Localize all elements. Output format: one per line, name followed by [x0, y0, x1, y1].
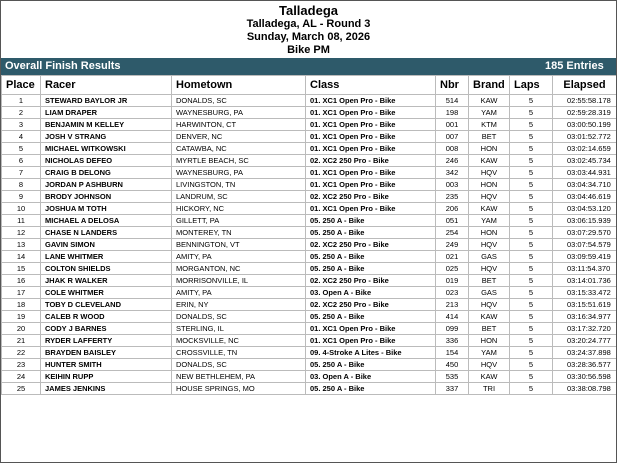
brand-cell: YAM — [469, 107, 510, 119]
nbr-cell: 342 — [436, 167, 469, 179]
racer-cell: COLE WHITMER — [41, 287, 172, 299]
nbr-cell: 535 — [436, 371, 469, 383]
laps-cell: 5 — [510, 263, 553, 275]
elapsed-cell: 03:02:45.734 — [553, 155, 617, 167]
laps-cell: 5 — [510, 155, 553, 167]
brand-cell: HQV — [469, 359, 510, 371]
racer-cell: CODY J BARNES — [41, 323, 172, 335]
brand-cell: YAM — [469, 215, 510, 227]
place-cell: 14 — [2, 251, 41, 263]
col-elapsed[interactable]: Elapsed — [553, 76, 617, 95]
nbr-cell: 235 — [436, 191, 469, 203]
laps-cell: 5 — [510, 275, 553, 287]
place-cell: 20 — [2, 323, 41, 335]
racer-cell: KEIHIN RUPP — [41, 371, 172, 383]
racer-cell: JHAK R WALKER — [41, 275, 172, 287]
table-row[interactable] — [2, 131, 617, 143]
col-nbr[interactable]: Nbr — [436, 76, 469, 95]
nbr-cell: 154 — [436, 347, 469, 359]
elapsed-cell: 03:15:33.472 — [553, 287, 617, 299]
racer-cell: BRAYDEN BAISLEY — [41, 347, 172, 359]
laps-cell: 5 — [510, 323, 553, 335]
hometown-cell: HARWINTON, CT — [172, 119, 306, 131]
brand-cell: BET — [469, 275, 510, 287]
nbr-cell: 019 — [436, 275, 469, 287]
racer-cell: TOBY D CLEVELAND — [41, 299, 172, 311]
table-row[interactable] — [2, 287, 617, 299]
racer-cell: CALEB R WOOD — [41, 311, 172, 323]
class-cell: 05. 250 A - Bike — [306, 251, 436, 263]
hometown-cell: GILLETT, PA — [172, 215, 306, 227]
place-cell: 2 — [2, 107, 41, 119]
event-date: Sunday, March 08, 2026 — [246, 31, 371, 43]
place-cell: 4 — [2, 131, 41, 143]
brand-cell: HQV — [469, 299, 510, 311]
elapsed-cell: 02:59:28.319 — [553, 107, 617, 119]
laps-cell: 5 — [510, 383, 553, 395]
laps-cell: 5 — [510, 191, 553, 203]
brand-cell: GAS — [469, 251, 510, 263]
nbr-cell: 051 — [436, 215, 469, 227]
nbr-cell: 206 — [436, 203, 469, 215]
racer-cell: COLTON SHIELDS — [41, 263, 172, 275]
table-row[interactable] — [2, 335, 617, 347]
laps-cell: 5 — [510, 119, 553, 131]
racer-cell: JOSH V STRANG — [41, 131, 172, 143]
nbr-cell: 254 — [436, 227, 469, 239]
brand-cell: BET — [469, 323, 510, 335]
brand-cell: HON — [469, 143, 510, 155]
table-row[interactable] — [2, 167, 617, 179]
elapsed-cell: 03:20:24.777 — [553, 335, 617, 347]
nbr-cell: 001 — [436, 119, 469, 131]
laps-cell: 5 — [510, 239, 553, 251]
hometown-cell: CATAWBA, NC — [172, 143, 306, 155]
place-cell: 7 — [2, 167, 41, 179]
racer-cell: BENJAMIN M KELLEY — [41, 119, 172, 131]
hometown-cell: MOCKSVILLE, NC — [172, 335, 306, 347]
racer-cell: MICHAEL A DELOSA — [41, 215, 172, 227]
place-cell: 11 — [2, 215, 41, 227]
class-cell: 01. XC1 Open Pro - Bike — [306, 119, 436, 131]
place-cell: 10 — [2, 203, 41, 215]
table-row[interactable] — [2, 311, 617, 323]
brand-cell: HON — [469, 335, 510, 347]
class-cell: 01. XC1 Open Pro - Bike — [306, 107, 436, 119]
place-cell: 12 — [2, 227, 41, 239]
racer-cell: CRAIG B DELONG — [41, 167, 172, 179]
nbr-cell: 003 — [436, 179, 469, 191]
hometown-cell: AMITY, PA — [172, 251, 306, 263]
brand-cell: HQV — [469, 263, 510, 275]
results-bar — [1, 58, 616, 75]
brand-cell: HQV — [469, 191, 510, 203]
laps-cell: 5 — [510, 107, 553, 119]
place-cell: 9 — [2, 191, 41, 203]
racer-cell: HUNTER SMITH — [41, 359, 172, 371]
table-row[interactable] — [2, 107, 617, 119]
elapsed-cell: 03:14:01.736 — [553, 275, 617, 287]
class-cell: 02. XC2 250 Pro - Bike — [306, 299, 436, 311]
nbr-cell: 198 — [436, 107, 469, 119]
elapsed-cell: 03:03:44.931 — [553, 167, 617, 179]
brand-cell: GAS — [469, 287, 510, 299]
hometown-cell: WAYNESBURG, PA — [172, 167, 306, 179]
place-cell: 13 — [2, 239, 41, 251]
racer-cell: MICHAEL WITKOWSKI — [41, 143, 172, 155]
table-row[interactable] — [2, 191, 617, 203]
laps-cell: 5 — [510, 335, 553, 347]
elapsed-cell: 03:04:34.710 — [553, 179, 617, 191]
table-row[interactable] — [2, 347, 617, 359]
class-cell: 05. 250 A - Bike — [306, 263, 436, 275]
hometown-cell: MORGANTON, NC — [172, 263, 306, 275]
racer-cell: NICHOLAS DEFEO — [41, 155, 172, 167]
table-row[interactable] — [2, 179, 617, 191]
hometown-cell: HOUSE SPRINGS, MO — [172, 383, 306, 395]
class-cell: 01. XC1 Open Pro - Bike — [306, 167, 436, 179]
racer-cell: JAMES JENKINS — [41, 383, 172, 395]
nbr-cell: 246 — [436, 155, 469, 167]
brand-cell: KTM — [469, 119, 510, 131]
col-brand[interactable]: Brand — [469, 76, 510, 95]
laps-cell: 5 — [510, 215, 553, 227]
laps-cell: 5 — [510, 287, 553, 299]
table-row[interactable] — [2, 275, 617, 287]
brand-cell: KAW — [469, 371, 510, 383]
elapsed-cell: 03:38:08.798 — [553, 383, 617, 395]
brand-cell: KAW — [469, 311, 510, 323]
table-row[interactable] — [2, 359, 617, 371]
laps-cell: 5 — [510, 95, 553, 107]
table-row[interactable] — [2, 119, 617, 131]
hometown-cell: DONALDS, SC — [172, 311, 306, 323]
class-cell: 05. 250 A - Bike — [306, 383, 436, 395]
laps-cell: 5 — [510, 299, 553, 311]
table-row[interactable] — [2, 215, 617, 227]
table-row[interactable] — [2, 263, 617, 275]
table-row[interactable] — [2, 143, 617, 155]
nbr-cell: 025 — [436, 263, 469, 275]
event-title: Talladega — [278, 3, 338, 18]
racer-cell: CHASE N LANDERS — [41, 227, 172, 239]
col-hometown[interactable]: Hometown — [172, 76, 306, 95]
nbr-cell: 023 — [436, 287, 469, 299]
nbr-cell: 021 — [436, 251, 469, 263]
elapsed-cell: 03:06:15.939 — [553, 215, 617, 227]
hometown-cell: MYRTLE BEACH, SC — [172, 155, 306, 167]
class-cell: 05. 250 A - Bike — [306, 215, 436, 227]
elapsed-cell: 03:04:46.619 — [553, 191, 617, 203]
nbr-cell: 450 — [436, 359, 469, 371]
results-header — [1, 1, 616, 58]
racer-cell: BRODY JOHNSON — [41, 191, 172, 203]
brand-cell: KAW — [469, 95, 510, 107]
nbr-cell: 099 — [436, 323, 469, 335]
table-row[interactable] — [2, 227, 617, 239]
col-racer[interactable]: Racer — [41, 76, 172, 95]
col-place[interactable]: Place — [2, 76, 41, 95]
nbr-cell: 336 — [436, 335, 469, 347]
col-class[interactable]: Class — [306, 76, 436, 95]
table-row[interactable] — [2, 251, 617, 263]
event-session: Bike PM — [287, 44, 330, 56]
elapsed-cell: 03:30:56.598 — [553, 371, 617, 383]
class-cell: 05. 250 A - Bike — [306, 359, 436, 371]
hometown-cell: HICKORY, NC — [172, 203, 306, 215]
elapsed-cell: 03:07:29.570 — [553, 227, 617, 239]
hometown-cell: DENVER, NC — [172, 131, 306, 143]
hometown-cell: WAYNESBURG, PA — [172, 107, 306, 119]
hometown-cell: NEW BETHLEHEM, PA — [172, 371, 306, 383]
racer-cell: GAVIN SIMON — [41, 239, 172, 251]
results-label: Overall Finish Results — [5, 60, 121, 72]
table-row[interactable] — [2, 323, 617, 335]
hometown-cell: AMITY, PA — [172, 287, 306, 299]
racer-cell: RYDER LAFFERTY — [41, 335, 172, 347]
laps-cell: 5 — [510, 371, 553, 383]
elapsed-cell: 03:04:53.120 — [553, 203, 617, 215]
elapsed-cell: 03:24:37.898 — [553, 347, 617, 359]
class-cell: 02. XC2 250 Pro - Bike — [306, 239, 436, 251]
place-cell: 1 — [2, 95, 41, 107]
place-cell: 16 — [2, 275, 41, 287]
elapsed-cell: 03:02:14.659 — [553, 143, 617, 155]
elapsed-cell: 03:16:34.977 — [553, 311, 617, 323]
nbr-cell: 213 — [436, 299, 469, 311]
brand-cell: HQV — [469, 167, 510, 179]
place-cell: 21 — [2, 335, 41, 347]
racer-cell: STEWARD BAYLOR JR — [41, 95, 172, 107]
elapsed-cell: 03:01:52.772 — [553, 131, 617, 143]
brand-cell: KAW — [469, 155, 510, 167]
event-subtitle: Talladega, AL - Round 3 — [246, 18, 371, 30]
elapsed-cell: 03:07:54.579 — [553, 239, 617, 251]
class-cell: 02. XC2 250 Pro - Bike — [306, 275, 436, 287]
results-table — [1, 75, 617, 395]
table-header-row — [2, 76, 617, 95]
class-cell: 02. XC2 250 Pro - Bike — [306, 155, 436, 167]
laps-cell: 5 — [510, 347, 553, 359]
hometown-cell: STERLING, IL — [172, 323, 306, 335]
elapsed-cell: 03:28:36.577 — [553, 359, 617, 371]
table-row[interactable] — [2, 371, 617, 383]
laps-cell: 5 — [510, 359, 553, 371]
hometown-cell: DONALDS, SC — [172, 95, 306, 107]
laps-cell: 5 — [510, 143, 553, 155]
brand-cell: BET — [469, 131, 510, 143]
nbr-cell: 249 — [436, 239, 469, 251]
col-laps[interactable]: Laps — [510, 76, 553, 95]
hometown-cell: MORRISONVILLE, IL — [172, 275, 306, 287]
place-cell: 17 — [2, 287, 41, 299]
place-cell: 25 — [2, 383, 41, 395]
table-row[interactable] — [2, 239, 617, 251]
racer-cell: JORDAN P ASHBURN — [41, 179, 172, 191]
class-cell: 01. XC1 Open Pro - Bike — [306, 203, 436, 215]
laps-cell: 5 — [510, 251, 553, 263]
hometown-cell: LANDRUM, SC — [172, 191, 306, 203]
table-row[interactable] — [2, 203, 617, 215]
hometown-cell: BENNINGTON, VT — [172, 239, 306, 251]
hometown-cell: DONALDS, SC — [172, 359, 306, 371]
elapsed-cell: 03:00:50.199 — [553, 119, 617, 131]
place-cell: 22 — [2, 347, 41, 359]
class-cell: 03. Open A - Bike — [306, 371, 436, 383]
laps-cell: 5 — [510, 311, 553, 323]
laps-cell: 5 — [510, 179, 553, 191]
nbr-cell: 337 — [436, 383, 469, 395]
nbr-cell: 008 — [436, 143, 469, 155]
hometown-cell: CROSSVILLE, TN — [172, 347, 306, 359]
hometown-cell: LIVINGSTON, TN — [172, 179, 306, 191]
elapsed-cell: 02:55:58.178 — [553, 95, 617, 107]
nbr-cell: 007 — [436, 131, 469, 143]
entries-count: 185 Entries — [545, 60, 604, 72]
nbr-cell: 414 — [436, 311, 469, 323]
place-cell: 23 — [2, 359, 41, 371]
class-cell: 01. XC1 Open Pro - Bike — [306, 95, 436, 107]
class-cell: 02. XC2 250 Pro - Bike — [306, 191, 436, 203]
elapsed-cell: 03:09:59.419 — [553, 251, 617, 263]
place-cell: 6 — [2, 155, 41, 167]
hometown-cell: MONTEREY, TN — [172, 227, 306, 239]
place-cell: 24 — [2, 371, 41, 383]
place-cell: 18 — [2, 299, 41, 311]
class-cell: 01. XC1 Open Pro - Bike — [306, 179, 436, 191]
elapsed-cell: 03:11:54.370 — [553, 263, 617, 275]
table-row[interactable] — [2, 95, 617, 107]
class-cell: 05. 250 A - Bike — [306, 227, 436, 239]
laps-cell: 5 — [510, 227, 553, 239]
brand-cell: HON — [469, 179, 510, 191]
table-row[interactable] — [2, 155, 617, 167]
place-cell: 19 — [2, 311, 41, 323]
class-cell: 01. XC1 Open Pro - Bike — [306, 131, 436, 143]
racer-cell: LANE WHITMER — [41, 251, 172, 263]
laps-cell: 5 — [510, 131, 553, 143]
laps-cell: 5 — [510, 167, 553, 179]
brand-cell: KAW — [469, 203, 510, 215]
place-cell: 8 — [2, 179, 41, 191]
racer-cell: LIAM DRAPER — [41, 107, 172, 119]
class-cell: 03. Open A - Bike — [306, 287, 436, 299]
elapsed-cell: 03:17:32.720 — [553, 323, 617, 335]
class-cell: 01. XC1 Open Pro - Bike — [306, 143, 436, 155]
racer-cell: JOSHUA M TOTH — [41, 203, 172, 215]
place-cell: 5 — [2, 143, 41, 155]
nbr-cell: 514 — [436, 95, 469, 107]
brand-cell: HON — [469, 227, 510, 239]
class-cell: 09. 4-Stroke A Lites - Bike — [306, 347, 436, 359]
class-cell: 01. XC1 Open Pro - Bike — [306, 335, 436, 347]
hometown-cell: ERIN, NY — [172, 299, 306, 311]
laps-cell: 5 — [510, 203, 553, 215]
table-row[interactable] — [2, 299, 617, 311]
place-cell: 3 — [2, 119, 41, 131]
class-cell: 05. 250 A - Bike — [306, 311, 436, 323]
table-row[interactable] — [2, 383, 617, 395]
brand-cell: HQV — [469, 239, 510, 251]
brand-cell: YAM — [469, 347, 510, 359]
place-cell: 15 — [2, 263, 41, 275]
elapsed-cell: 03:15:51.619 — [553, 299, 617, 311]
brand-cell: TRI — [469, 383, 510, 395]
class-cell: 01. XC1 Open Pro - Bike — [306, 323, 436, 335]
